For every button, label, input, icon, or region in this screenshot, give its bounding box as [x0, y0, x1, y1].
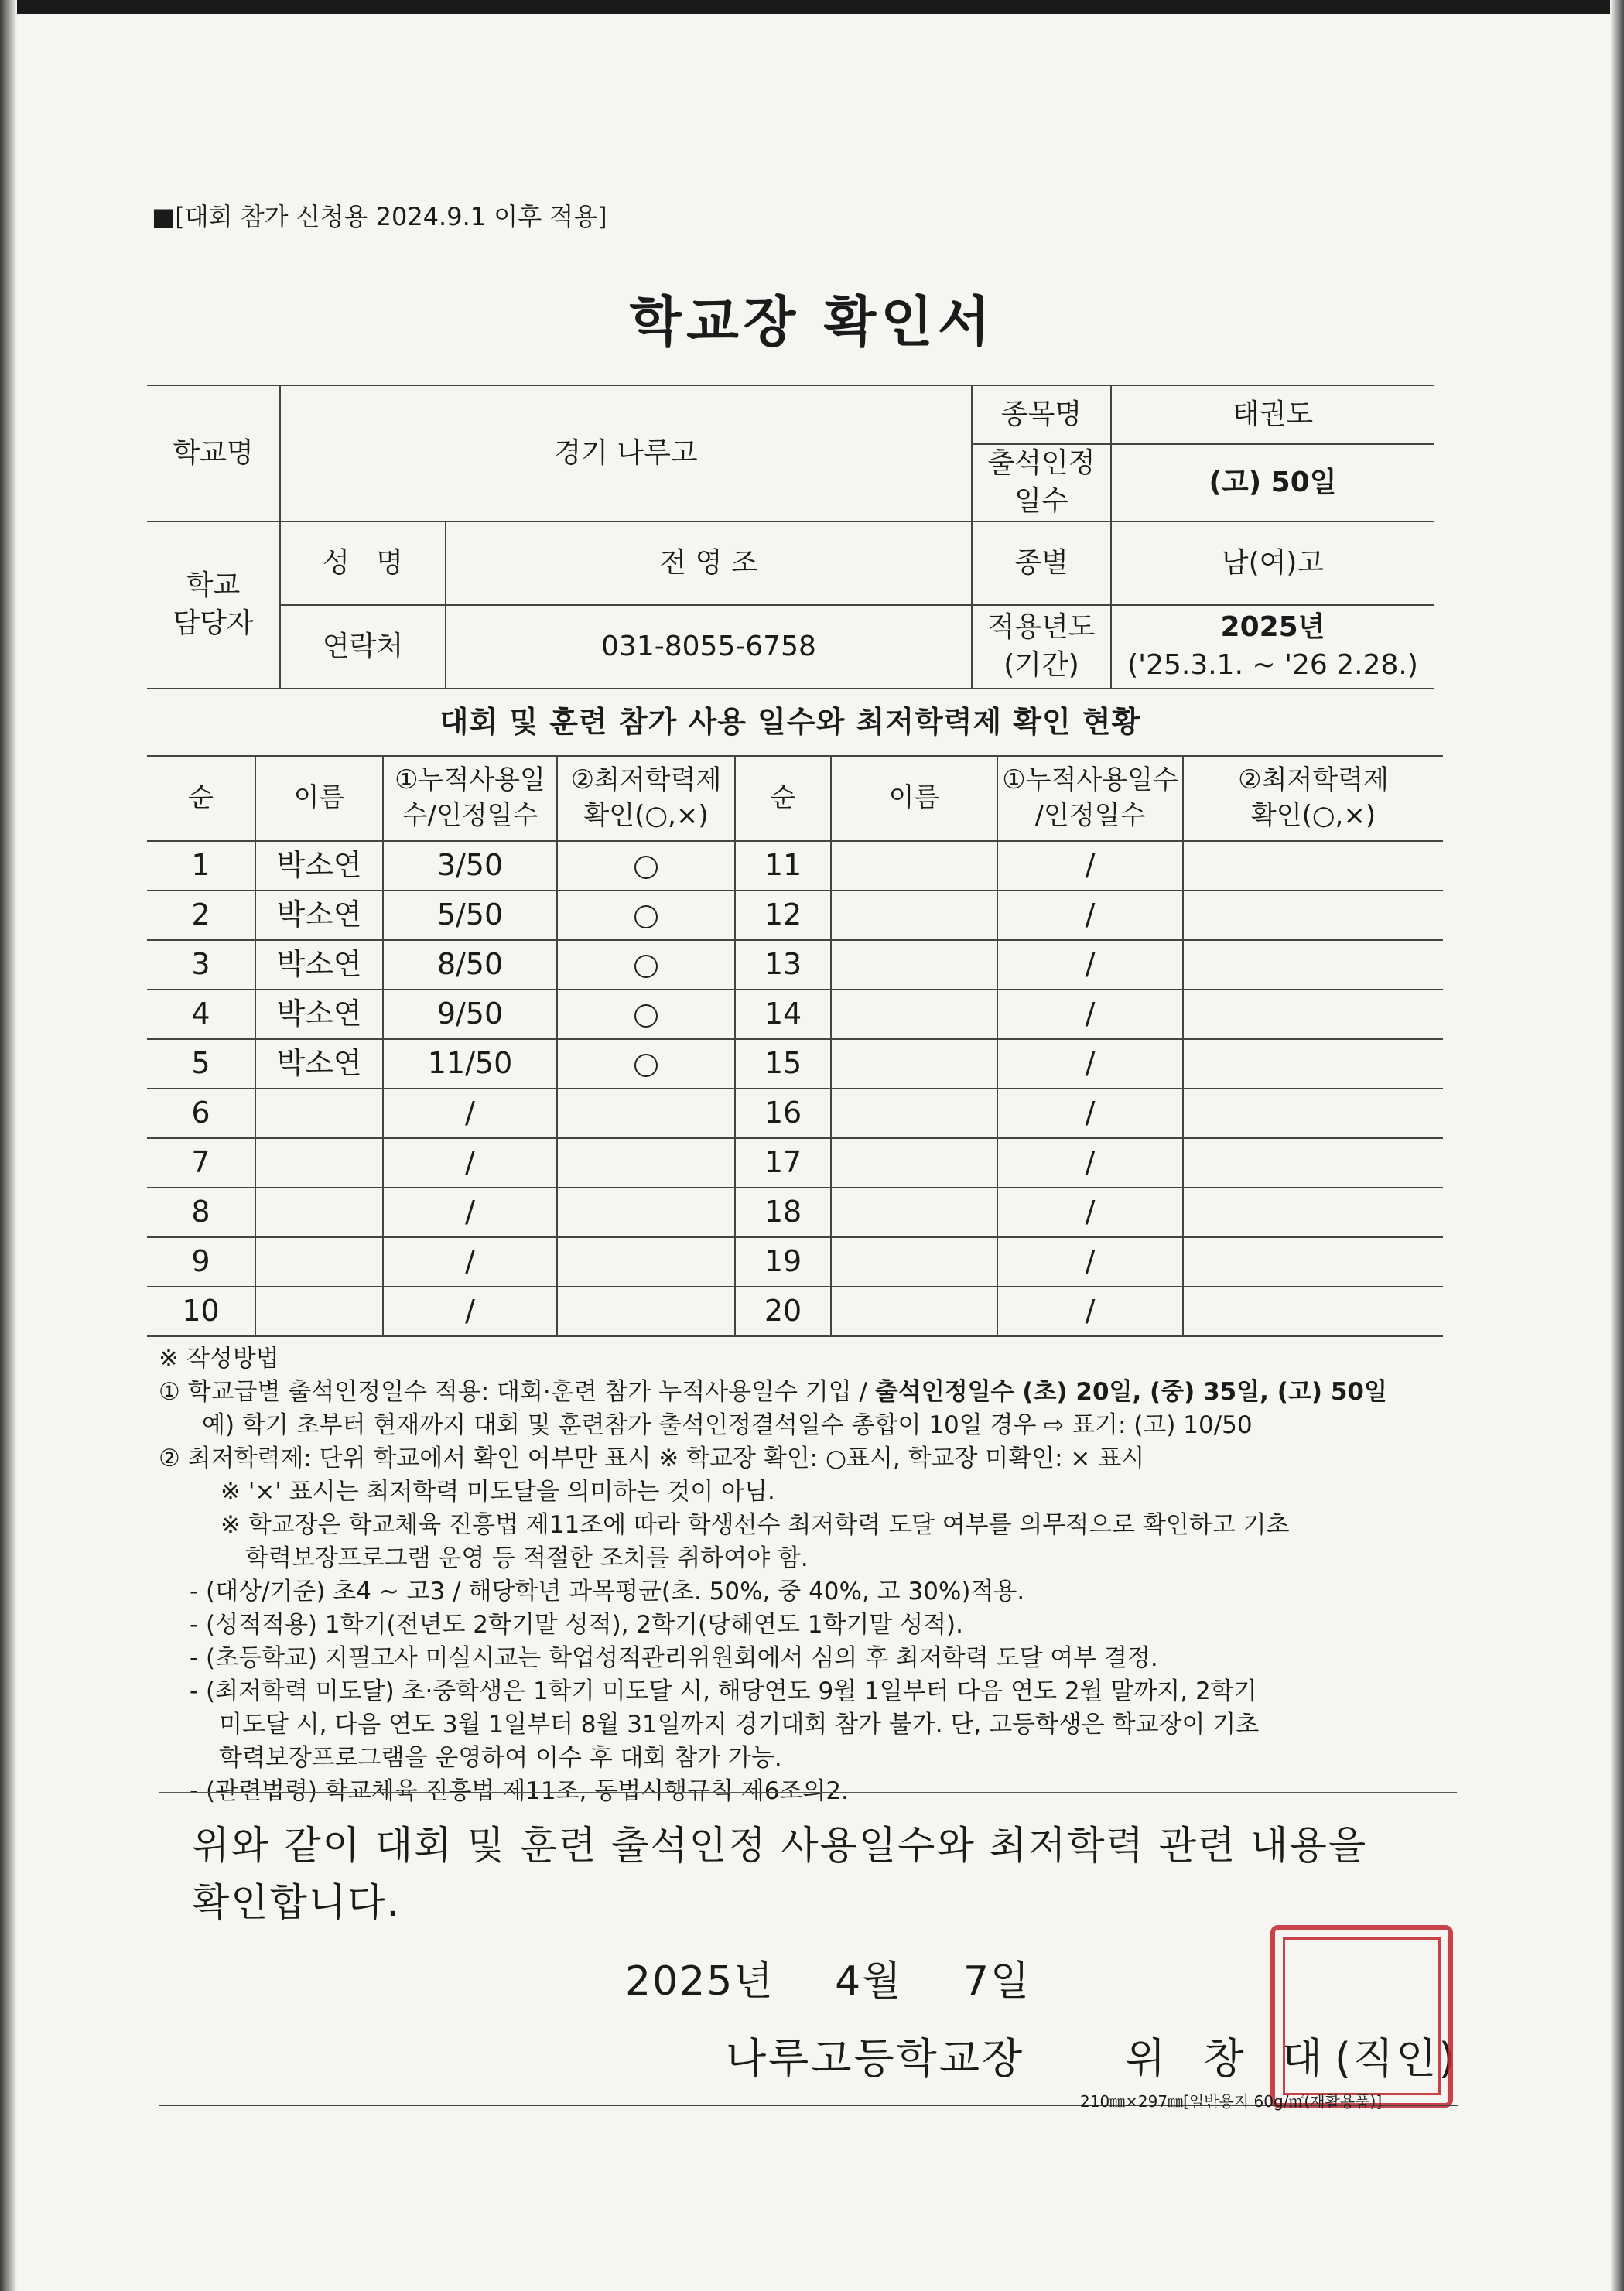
writing-guide — [159, 1342, 1458, 1808]
row-days-right: / — [997, 891, 1183, 940]
row-no-left: 1 — [147, 841, 255, 891]
row-name-left: 박소연 — [255, 1039, 383, 1089]
scan-edge-top — [0, 0, 1624, 14]
year-value: 2025년 — [1220, 611, 1325, 644]
table-row — [147, 1089, 1443, 1138]
row-days-left: / — [383, 1287, 557, 1336]
row-name-right — [831, 1089, 997, 1138]
table-row — [147, 841, 1443, 891]
date-year: 2025년 — [625, 1958, 774, 2005]
guide-item-2: ② 최저학력제: 단위 학교에서 확인 여부만 표시 ※ 학교장 확인: ○표시, 학교장 미확인: × 표시 — [159, 1445, 1145, 1472]
row-min-right — [1183, 841, 1443, 891]
row-no-left: 6 — [147, 1089, 255, 1138]
guide-detail-5: - (관련법령) 학교체육 진흥법 제11조, 동법시행규칙 제6조의2. — [190, 1777, 849, 1805]
row-name-left: 박소연 — [255, 940, 383, 990]
row-no-right: 11 — [735, 841, 831, 891]
row-name-right — [831, 990, 997, 1039]
type-label: 종별 — [972, 521, 1111, 605]
row-min-left — [557, 1089, 735, 1138]
row-min-right — [1183, 1039, 1443, 1089]
row-name-right — [831, 1287, 997, 1336]
row-days-left: / — [383, 1188, 557, 1237]
header-name-left: 이름 — [255, 756, 383, 841]
school-value: 경기 나루고 — [280, 385, 972, 521]
guide-detail-3: - (초등학교) 지필고사 미실시교는 학업성적관리위원회에서 심의 후 최저학력 도달 여부 결정. — [190, 1644, 1158, 1672]
row-min-left — [557, 1039, 735, 1089]
usage-notice: ■[대회 참가 신청용 2024.9.1 이후 적용] — [152, 202, 607, 231]
row-days-right: / — [997, 1039, 1183, 1089]
guide-item-1-example: 예) 학기 초부터 현재까지 대회 및 훈련참가 출석인정결석일수 총합이 10일 경우 ⇨ 표기: (고) 10/50 — [202, 1411, 1253, 1439]
signer-name: 위 창 대 — [1125, 2034, 1335, 2083]
status-table — [147, 755, 1443, 1337]
row-min-right — [1183, 990, 1443, 1039]
row-min-right — [1183, 940, 1443, 990]
row-name-left: 박소연 — [255, 841, 383, 891]
row-days-right: / — [997, 1188, 1183, 1237]
row-no-left: 9 — [147, 1237, 255, 1287]
issue-date — [625, 1948, 1077, 2006]
paper-size-note: 210㎜×297㎜[일반용지 60g/㎡(재활용품)] — [1080, 2092, 1383, 2111]
row-no-right: 18 — [735, 1188, 831, 1237]
guide-detail-4a: - (최저학력 미도달) 초·중학생은 1학기 미도달 시, 해당연도 9월 1일부터 다음 연도 2월 말까지, 2학기 — [190, 1677, 1257, 1705]
row-min-left — [557, 1188, 735, 1237]
guide-detail-2: - (성적적용) 1학기(전년도 2학기말 성적), 2학기(당해연도 1학기말 성적). — [190, 1611, 963, 1639]
guide-heading: ※ 작성방법 — [159, 1345, 279, 1373]
row-no-left: 8 — [147, 1188, 255, 1237]
guide-item-1-text: ① 학교급별 출석인정일수 적용: 대회·훈련 참가 누적사용일수 기입 / — [159, 1378, 875, 1406]
row-days-right: / — [997, 1089, 1183, 1138]
row-name-right — [831, 1039, 997, 1089]
row-days-left: / — [383, 1138, 557, 1188]
row-name-right — [831, 1138, 997, 1188]
row-min-left — [557, 1237, 735, 1287]
guide-item-1 — [159, 1376, 1458, 1409]
row-min-right — [1183, 1237, 1443, 1287]
row-min-left — [557, 841, 735, 891]
confirmation-line-1: 위와 같이 대회 및 훈련 출석인정 사용일수와 최저학력 관련 내용을 — [192, 1823, 1368, 1868]
status-rows — [147, 841, 1443, 1336]
header-min-left: ②최저학력제 확인(○,×) — [557, 756, 735, 841]
signer-org: 나루고등학교장 — [726, 2034, 1025, 2083]
manager-label: 학교 담당자 — [147, 521, 280, 689]
info-table — [147, 385, 1434, 689]
contact-value: 031-8055-6758 — [446, 605, 972, 689]
sport-label: 종목명 — [972, 385, 1111, 444]
row-min-left — [557, 940, 735, 990]
header-no-left: 순 — [147, 756, 255, 841]
type-value: 남(여)고 — [1111, 521, 1434, 605]
row-min-left — [557, 891, 735, 940]
circle-mark-icon — [634, 1054, 658, 1077]
row-min-left — [557, 990, 735, 1039]
days-label: 출석인정 일수 — [972, 444, 1111, 521]
guide-note-1: ※ '×' 표시는 최저학력 미도달을 의미하는 것이 아님. — [221, 1478, 775, 1506]
sport-value: 태권도 — [1111, 385, 1434, 444]
year-label: 적용년도 (기간) — [972, 605, 1111, 689]
row-days-left: 9/50 — [383, 990, 557, 1039]
row-name-left — [255, 1188, 383, 1237]
row-days-left: 5/50 — [383, 891, 557, 940]
row-name-left: 박소연 — [255, 891, 383, 940]
row-no-left: 7 — [147, 1138, 255, 1188]
row-name-left — [255, 1138, 383, 1188]
table-row — [147, 1237, 1443, 1287]
row-min-left — [557, 1287, 735, 1336]
guide-item-1-bold: 출석인정일수 (초) 20일, (중) 35일, (고) 50일 — [874, 1378, 1387, 1406]
row-no-right: 17 — [735, 1138, 831, 1188]
row-name-left — [255, 1237, 383, 1287]
guide-note-2a: ※ 학교장은 학교체육 진흥법 제11조에 따라 학생선수 최저학력 도달 여부를 의무적으로 확인하고 기초 — [221, 1511, 1290, 1539]
row-no-left: 2 — [147, 891, 255, 940]
table-row — [147, 1138, 1443, 1188]
row-name-right — [831, 1188, 997, 1237]
row-no-right: 19 — [735, 1237, 831, 1287]
row-name-right — [831, 1237, 997, 1287]
date-day: 7일 — [962, 1958, 1031, 2005]
row-no-left: 4 — [147, 990, 255, 1039]
name-value: 전 영 조 — [446, 521, 972, 605]
guide-detail-4b: 미도달 시, 다음 연도 3월 1일부터 8월 31일까지 경기대회 참가 불가. 단, 고등학생은 학교장이 기초 — [219, 1711, 1260, 1739]
confirmation-line-2: 확인합니다. — [192, 1880, 401, 1925]
document-title: 학교장 확인서 — [629, 290, 995, 354]
official-seal-stamp — [1270, 1925, 1453, 2108]
row-days-left: 8/50 — [383, 940, 557, 990]
row-name-right — [831, 891, 997, 940]
row-no-left: 3 — [147, 940, 255, 990]
header-no-right: 순 — [735, 756, 831, 841]
date-month: 4월 — [835, 1958, 903, 2005]
guide-detail-1: - (대상/기준) 초4 ~ 고3 / 해당학년 과목평균(초. 50%, 중 40%, 고 30%)적용. — [190, 1578, 1025, 1605]
table-row — [147, 1287, 1443, 1336]
contact-label: 연락처 — [280, 605, 446, 689]
seal-inner-border — [1283, 1937, 1441, 2095]
row-no-right: 15 — [735, 1039, 831, 1089]
row-min-right — [1183, 1287, 1443, 1336]
row-name-left — [255, 1287, 383, 1336]
year-cell — [1111, 605, 1434, 689]
row-no-right: 12 — [735, 891, 831, 940]
row-days-right: / — [997, 1287, 1183, 1336]
row-min-right — [1183, 1089, 1443, 1138]
row-days-right: / — [997, 990, 1183, 1039]
row-days-left: / — [383, 1089, 557, 1138]
header-name-right: 이름 — [831, 756, 997, 841]
row-no-left: 5 — [147, 1039, 255, 1089]
days-value: (고) 50일 — [1111, 444, 1434, 521]
row-name-right — [831, 940, 997, 990]
guide-note-2b: 학력보장프로그램 운영 등 적절한 조치를 취하여야 함. — [245, 1544, 809, 1572]
row-days-left: 3/50 — [383, 841, 557, 891]
row-no-left: 10 — [147, 1287, 255, 1336]
row-min-right — [1183, 1188, 1443, 1237]
header-min-right: ②최저학력제 확인(○,×) — [1183, 756, 1443, 841]
circle-mark-icon — [634, 1004, 658, 1028]
row-days-right: / — [997, 1237, 1183, 1287]
table-row — [147, 891, 1443, 940]
row-days-right: / — [997, 841, 1183, 891]
row-min-right — [1183, 891, 1443, 940]
guide-detail-4c: 학력보장프로그램을 운영하여 이수 후 대회 참가 가능. — [219, 1744, 782, 1772]
row-name-left: 박소연 — [255, 990, 383, 1039]
confirmation-statement — [192, 1817, 1461, 1931]
name-label: 성 명 — [280, 521, 446, 605]
row-days-left: 11/50 — [383, 1039, 557, 1089]
table-row — [147, 990, 1443, 1039]
row-name-right — [831, 841, 997, 891]
table-row — [147, 1039, 1443, 1089]
row-name-left — [255, 1089, 383, 1138]
header-days-right: ①누적사용일수 /인정일수 — [997, 756, 1183, 841]
row-min-left — [557, 1138, 735, 1188]
circle-mark-icon — [634, 905, 658, 928]
divider — [159, 1792, 1457, 1793]
header-days-left: ①누적사용일 수/인정일수 — [383, 756, 557, 841]
circle-mark-icon — [634, 856, 658, 879]
period-value: ('25.3.1. ~ '26 2.28.) — [1127, 649, 1418, 681]
row-no-right: 16 — [735, 1089, 831, 1138]
table-row — [147, 1188, 1443, 1237]
circle-mark-icon — [634, 955, 658, 978]
table-row — [147, 940, 1443, 990]
row-days-right: / — [997, 1138, 1183, 1188]
row-no-right: 14 — [735, 990, 831, 1039]
row-days-right: / — [997, 940, 1183, 990]
row-days-left: / — [383, 1237, 557, 1287]
section-title: 대회 및 훈련 참가 사용 일수와 최저학력제 확인 현황 — [147, 689, 1434, 757]
row-no-right: 20 — [735, 1287, 831, 1336]
seal-note: (직인) — [1334, 2034, 1458, 2083]
row-min-right — [1183, 1138, 1443, 1188]
row-no-right: 13 — [735, 940, 831, 990]
school-label: 학교명 — [147, 385, 280, 521]
